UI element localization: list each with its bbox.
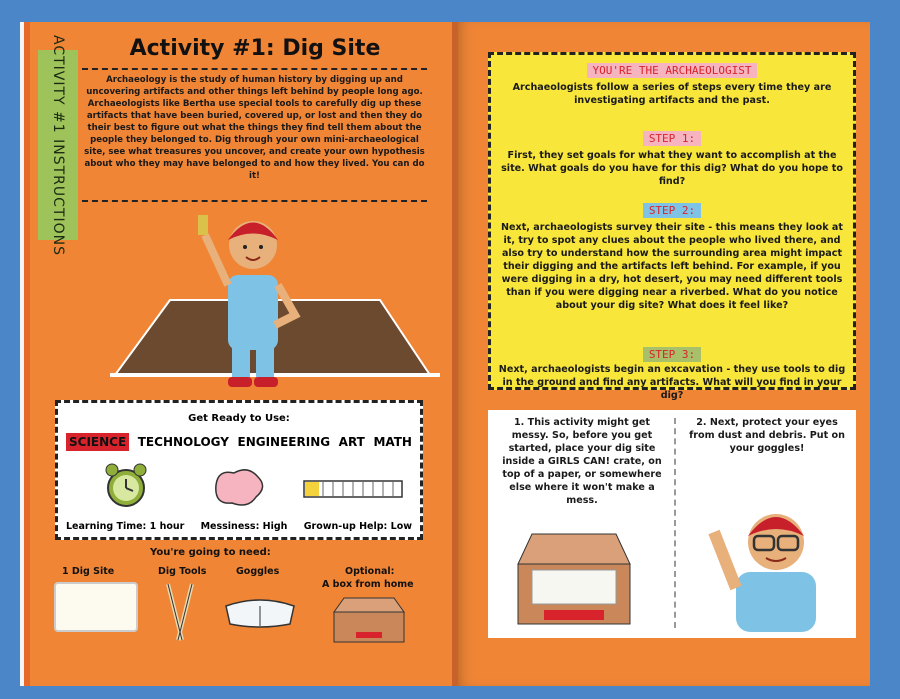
archaeologist-steps-box [488,52,856,401]
dig-tools-icon [160,582,200,644]
messiness: Messiness: High [200,521,288,532]
grownup-help: Grown-up Help: Low [303,521,412,532]
page-title: Activity #1: Dig Site [129,36,381,61]
help-meter-icon [303,478,403,500]
subject-list [66,433,412,451]
subject-engineering: ENGINEERING [237,435,331,449]
learning-time: Learning Time: 1 hour [66,521,185,532]
get-ready-box [55,400,423,540]
subject-science: SCIENCE [66,433,129,451]
booklet-spine [452,22,458,686]
step-1-label-wrap [491,131,853,146]
subject-technology: TECHNOLOGY [137,435,229,449]
activity-tab [38,34,78,256]
step-1-label: STEP 1: [643,131,701,146]
need-box: A box from home [322,579,414,590]
section-heading-wrap [491,63,853,78]
step-1-text: First, they set goals for what they want to accomplish at the site. What goals do you have for this dig? What do you hope to find? [501,150,843,187]
need-dig-tools: Dig Tools [158,566,207,577]
step-3-label-wrap [491,347,853,362]
alarm-clock-icon [103,461,149,511]
subject-art: ART [338,435,365,449]
activity-meta [66,521,412,532]
need-goggles: Goggles [236,566,280,577]
steps-intro: Archaeologists follow a series of steps every time they are investigating artifacts and the past. [512,82,832,106]
subject-math: MATH [373,435,412,449]
instructions-panel [488,410,856,638]
girl-at-dig-site-illustration [110,205,440,390]
instructions-divider [674,418,676,628]
instruction-1: 1. This activity might get messy. So, before you get started, place your dig site inside a GIRLS CAN! crate, on top of a paper, or somewhere else where it won't make a mess. [502,417,662,506]
section-heading: YOU'RE THE ARCHAEOLOGIST [587,63,758,78]
step-3-label: STEP 3: [643,347,701,362]
get-ready-title: Get Ready to Use: [188,413,290,424]
need-title: You're going to need: [150,547,271,558]
step-3-text: Next, archaeologists begin an excavation - they use tools to dig in the ground and find any artifacts. What will you find in your dig? [498,364,846,401]
mess-splat-icon [208,465,268,509]
girl-with-goggles-illustration [706,492,836,632]
instruction-2: 2. Next, protect your eyes from dust and debris. Put on your goggles! [689,417,845,454]
step-2-label-wrap [491,203,853,218]
step-2-label: STEP 2: [643,203,701,218]
activity-tab-label: ACTIVITY #1 INSTRUCTIONS [50,34,66,256]
crate-illustration [514,528,634,628]
need-optional: Optional: [345,566,395,577]
intro-text: Archaeology is the study of human history by digging up and uncovering artifacts and other things left behind by people long ago. Archaeologists like Bertha use special tools to carefully dig up these artifacts that have been buried, covered up, or lost and then they do their best to figure out what the things they find tell them about the people they belonged to. Dig through your own mini-archaeological site, see what treasures you uncover, and create your own hypothesis about who they may have belonged to and how they lived. You can do it! [82,68,427,202]
dig-site-block [54,582,138,632]
goggles-icon [222,592,298,632]
box-icon [330,596,408,644]
step-2-text: Next, archaeologists survey their site - this means they look at it, try to spot any clues about the people who lived there, and also try to understand how the surrounding area might impact their digging and the artifacts left behind. For example, if you were digging in a dry, hot desert, you may need different tools than if you were digging near a riverbed. What do you notice about your dig site? What does it feel like? [500,222,843,311]
need-dig-site: 1 Dig Site [62,566,115,577]
